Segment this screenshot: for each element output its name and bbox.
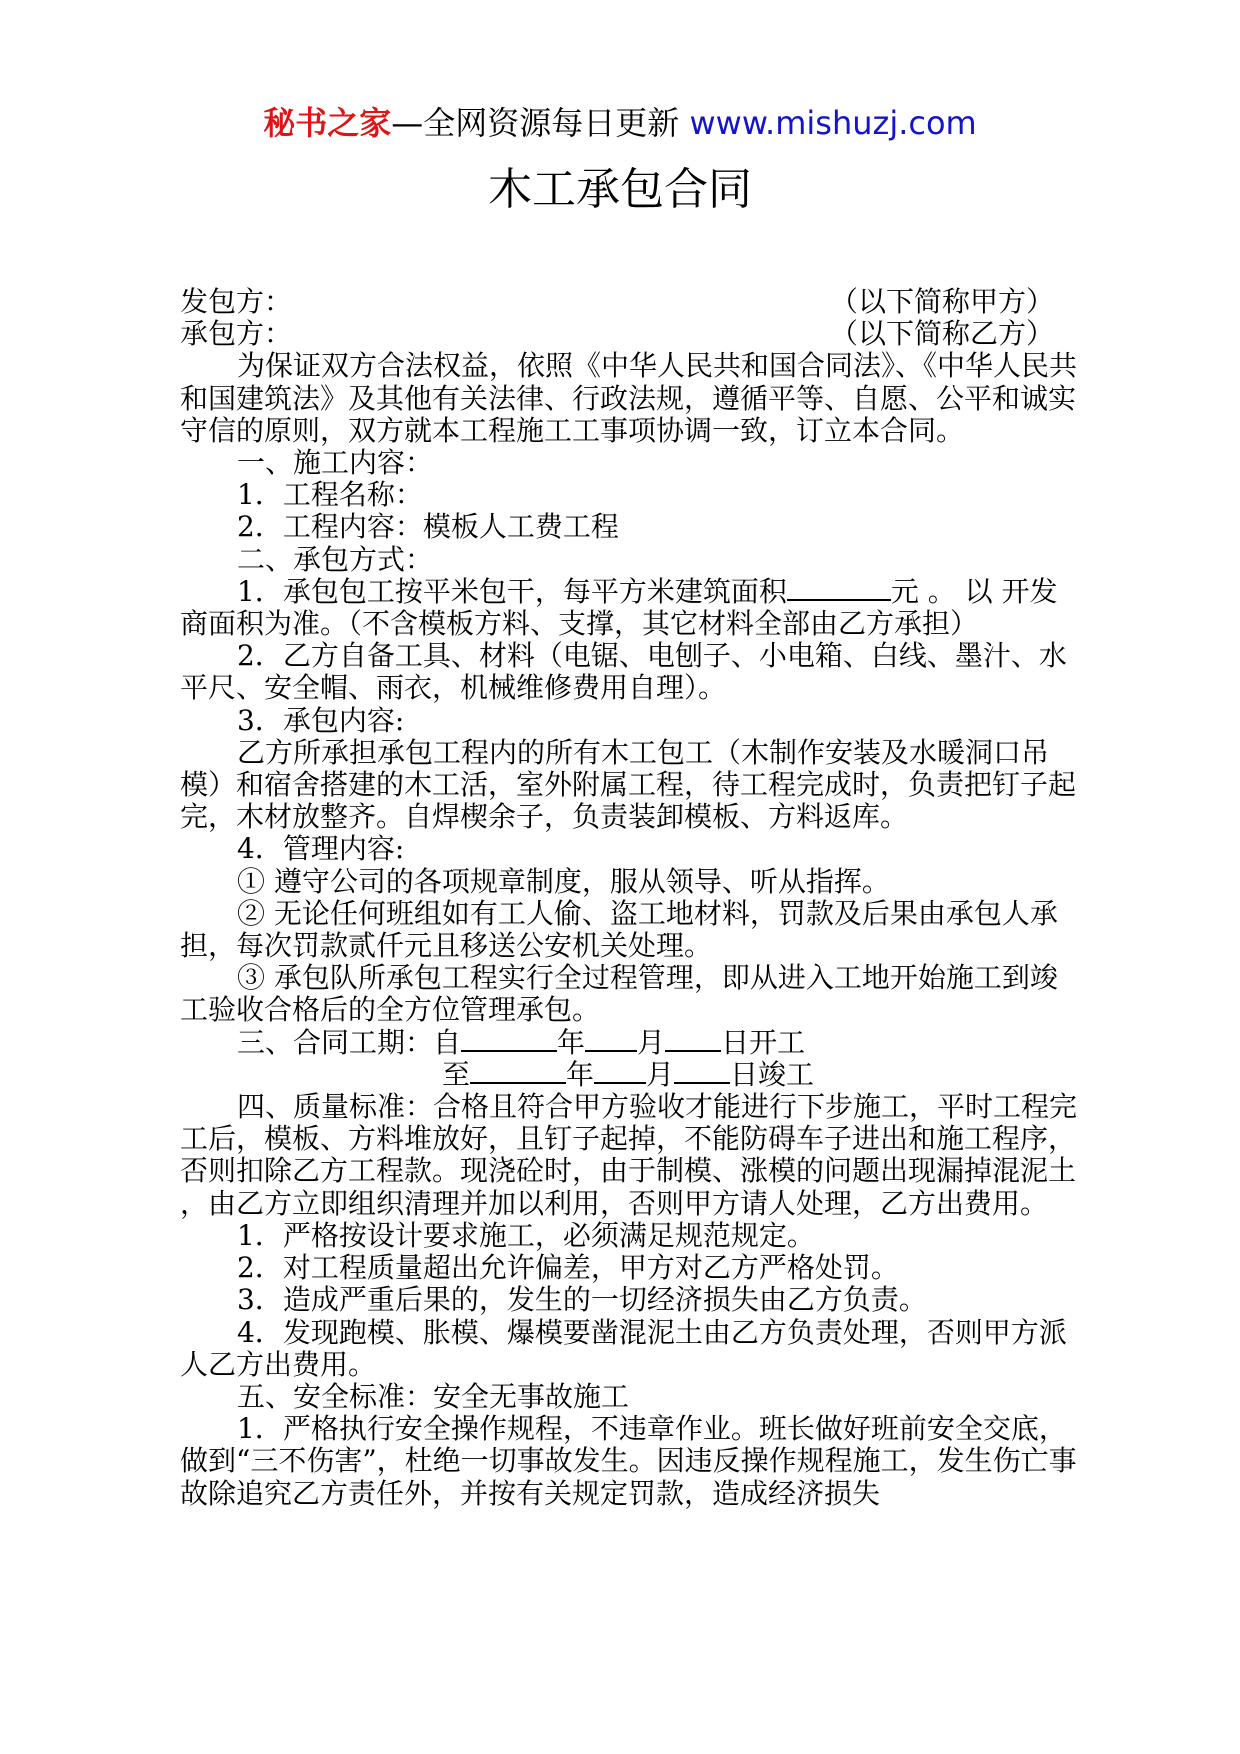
section-4-item-1: 1．严格按设计要求施工，必须满足规范规定。 xyxy=(237,1218,815,1252)
management-rule-1: ① 遵守公司的各项规章制度，服从领导、听从指挥。 xyxy=(237,864,890,898)
section-5-heading: 五、安全标准：安全无事故施工 xyxy=(237,1379,630,1413)
end-month-blank xyxy=(594,1060,646,1084)
management-rule-3: ③ 承包队所承包工程实行全过程管理，即从进入工地开始施工到竣工验收合格后的全方位管理承包。 xyxy=(180,961,1058,1027)
year-label: 年 xyxy=(557,1025,586,1059)
party-b-note: （以下简称乙方） xyxy=(829,317,1054,351)
start-day-blank xyxy=(665,1028,721,1052)
end-year-blank xyxy=(470,1060,566,1084)
party-a-note: （以下简称甲方） xyxy=(829,285,1054,318)
intro-paragraph: 为保证双方合法权益，依照《中华人民共和国合同法》、《中华人民共和国建筑法》及其他有关法律、行政法规，遵循平等、自愿、公平和诚实守信的原则，双方就本工程施工工事项协调一致，订立本合同。 xyxy=(180,349,1078,447)
section-3-heading: 三、合同工期： xyxy=(237,1025,434,1059)
month-label: 月 xyxy=(637,1025,666,1059)
month-label: 月 xyxy=(646,1057,675,1091)
site-header xyxy=(0,98,1240,148)
section-2-heading: 二、承包方式： xyxy=(237,542,434,576)
start-suffix: 日开工 xyxy=(721,1025,806,1059)
brand-name: 秘书之家 xyxy=(263,104,392,142)
section-1-item-2: 2．工程内容：模板人工费工程 xyxy=(237,510,619,544)
section-2-item-3-text: 乙方所承担承包工程内的所有木工包工（木制作安装及水暖洞口吊模）和宿舍搭建的木工活，室外附属工程，待工程完成时，负责把钉子起完，木材放整齐。自焊楔余子，负责装卸模板、方料返库。 xyxy=(180,735,1077,834)
section-1-item-1: 1．工程名称： xyxy=(237,478,423,512)
price-blank xyxy=(787,577,891,601)
start-month-blank xyxy=(585,1028,637,1052)
section-2-item-2: 2．乙方自备工具、材料（电锯、电刨子、小电箱、白线、墨汁、水平尺、安全帽、雨衣，机械维修费用自理）。 xyxy=(180,639,1067,705)
brand-tagline: —全网资源每日更新 xyxy=(391,104,680,142)
party-a-label: 发包方： xyxy=(180,285,293,318)
contract-body xyxy=(180,286,1082,1510)
section-3-start-date xyxy=(180,1027,1082,1059)
section-1-heading: 一、施工内容： xyxy=(237,446,434,480)
end-suffix: 日竣工 xyxy=(730,1057,815,1091)
end-day-blank xyxy=(674,1060,730,1084)
section-2-item-1-pre: 1．承包包工按平米包干，每平方米建筑面积 xyxy=(237,574,787,608)
party-b-line xyxy=(180,318,1082,350)
party-a-line xyxy=(180,286,1082,318)
from-label: 自 xyxy=(433,1025,462,1059)
section-4-item-2: 2．对工程质量超出允许偏差，甲方对乙方严格处罚。 xyxy=(237,1251,899,1285)
section-2-item-1 xyxy=(180,576,1082,640)
year-label: 年 xyxy=(566,1057,595,1091)
section-2-item-1-post: 元 。 以 开发商面积为准。（不含模板方料、支撑，其它材料全部由乙方承担） xyxy=(180,574,1058,641)
section-3-end-date xyxy=(180,1059,1082,1091)
section-4-item-4: 4．发现跑模、胀模、爆模要凿混泥土由乙方负责处理，否则甲方派人乙方出费用。 xyxy=(180,1315,1067,1381)
site-url-link[interactable]: www.mishuzj.com xyxy=(689,104,977,142)
section-2-item-4: 4．管理内容: xyxy=(237,832,405,866)
section-4-item-3: 3．造成严重后果的，发生的一切经济损失由乙方负责。 xyxy=(237,1283,927,1317)
section-5-item-1: 1．严格执行安全操作规程，不违章作业。班长做好班前安全交底，做到“三不伤害”，杜绝一切事故发生。因违反操作规程施工，发生伤亡事故除追究乙方责任外，并按有关规定罚款，造成经济损失 xyxy=(180,1412,1077,1510)
document-title: 木工承包合同 xyxy=(488,164,752,215)
management-rule-2: ② 无论任何班组如有工人偷、盗工地材料，罚款及后果由承包人承担，每次罚款贰仟元且移送公安机关处理。 xyxy=(180,896,1058,963)
party-b-label: 承包方： xyxy=(180,317,293,351)
to-label: 至 xyxy=(442,1057,471,1091)
start-year-blank xyxy=(461,1028,557,1052)
section-2-item-3: 3．承包内容: xyxy=(237,703,405,737)
section-4-paragraph: 四、质量标准：合格且符合甲方验收才能进行下步施工，平时工程完工后，模板、方料堆放好，且钉子起掉，不能防碍车子进出和施工程序，否则扣除乙方工程款。现浇砼时，由于制模、涨模的问题出现漏掉混泥土 ，由乙方立即组织清理并加以利用，否则甲方请人处理，乙方出费用。 xyxy=(180,1090,1078,1220)
